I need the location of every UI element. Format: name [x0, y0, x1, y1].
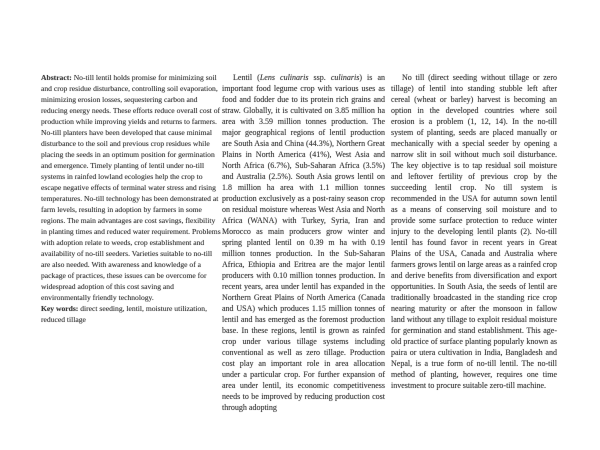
keywords-paragraph	[41, 303, 222, 325]
no-till-column	[391, 72, 557, 391]
species-name-italic: Lens culinaris	[259, 73, 309, 82]
abstract-text: No-till lentil holds promise for minimizing soil and crop residue disturbance, controlling soil evaporation, minimizing erosion losses, sequestering carbon and reducing energy needs. These efforts reduce overall cost of production while improving yields and returns to farmers. No-till planters have been developed that cause minimal disturbance to the soil and previous crop residues while placing the seeds in an optimum position for germination and emergence. Timely planting of lentil under no-till systems in rainfed lowland ecologies help the crop to escape negative effects of terminal water stress and rising temperatures. No-till technology has been demonstrated at farm levels, resulting in adoption by farmers in some regions. The main advantages are cost savings, flexibility in planting times and reduced water requirement. Problems with adoption relate to weeds, crop establishment and availability of no-till seeders. Varieties suitable to no-till are also needed. With awareness and knowledge of a package of practices, these issues can be overcome for widespread adoption of this cost saving and environmentally friendly technology.	[41, 73, 221, 302]
keywords-label: Key words:	[41, 304, 79, 313]
intro-lead-text: Lentil (	[233, 73, 260, 82]
introduction-column	[222, 72, 385, 413]
abstract-column	[41, 72, 222, 325]
abstract-label: Abstract:	[41, 73, 72, 82]
abstract-paragraph	[41, 72, 222, 303]
introduction-paragraph	[222, 72, 385, 413]
ssp-connector-text: ssp.	[308, 73, 331, 82]
introduction-body-text: ) is an important food legume crop with various uses as food and fodder due to its protein rich grains and straw. Globally, it is cultivated on 3.85 million ha area with 3.59 million tonnes production. The major geographical regions of lentil production are South Asia and China (44.3%), Northern Great Plains in North America (41%), West Asia and North Africa (6.7%), Sub-Saharan Africa (3.5%) and Australia (2.5%). South Asia grows lentil on 1.8 million ha area with 1.1 million tonnes production exclusively as a post-rainy season crop on residual moisture whereas West Asia and North Africa (WANA) with Turkey, Syria, Iran and Morocco as main producers grow winter and spring planted lentil on 0.39 m ha with 0.19 million tonnes production. In the Sub-Saharan Africa, Ethiopia and Eritrea are the major lentil producers with 0.10 million tonnes production. In recent years, area under lentil has expanded in the Northern Great Plains of North America (Canada and USA) which produces 1.15 million tonnes of lentil and has emerged as the foremost production base. In these regions, lentil is grown as rainfed crop under various tillage systems including conventional as well as zero tillage. Production cost play an important role in area allocation under a particular crop. For further expansion of area under lentil, its economic competitiveness needs to be improved by reducing production cost through adopting	[222, 73, 385, 412]
keywords-text: direct seeding, lentil, moisture utilization, reduced tillage	[41, 304, 207, 324]
no-till-paragraph: No till (direct seeding without tillage or zero tillage) of lentil into standing stubble left after cereal (wheat or barley) harvest is becoming an option in the developed countries where soil erosion is a problem (1, 12, 14). In the no-till system of planting, seeds are placed manually or mechanically with a special seeder by opening a narrow slit in soil without much soil disturbance. The key objective is to tap residual soil moisture and leftover fertility of previous crop by the succeeding lentil crop. No till system is recommended in the USA for autumn sown lentil as a means of conserving soil moisture and to provide some surface protection to reduce winter injury to the developing lentil plants (2). No-till lentil has found favor in recent years in Great Plains of the USA, Canada and Australia where farmers grows lentil on large areas as a rainfed crop and derive benefits from diversification and export opportunities. In South Asia, the seeds of lentil are traditionally broadcasted in the standing rice crop nearing maturity or after the monsoon in fallow land without any tillage to exploit residual moisture for germination and stand establishment. This age-old practice of surface planting popularly known as paira or utera cultivation in India, Bangladesh and Nepal, is a true form of no-till lentil. The no-till method of planting, however, requires one time investment to procure suitable zero-till machine.	[391, 73, 557, 390]
subspecies-name-italic: culinaris	[330, 73, 360, 82]
